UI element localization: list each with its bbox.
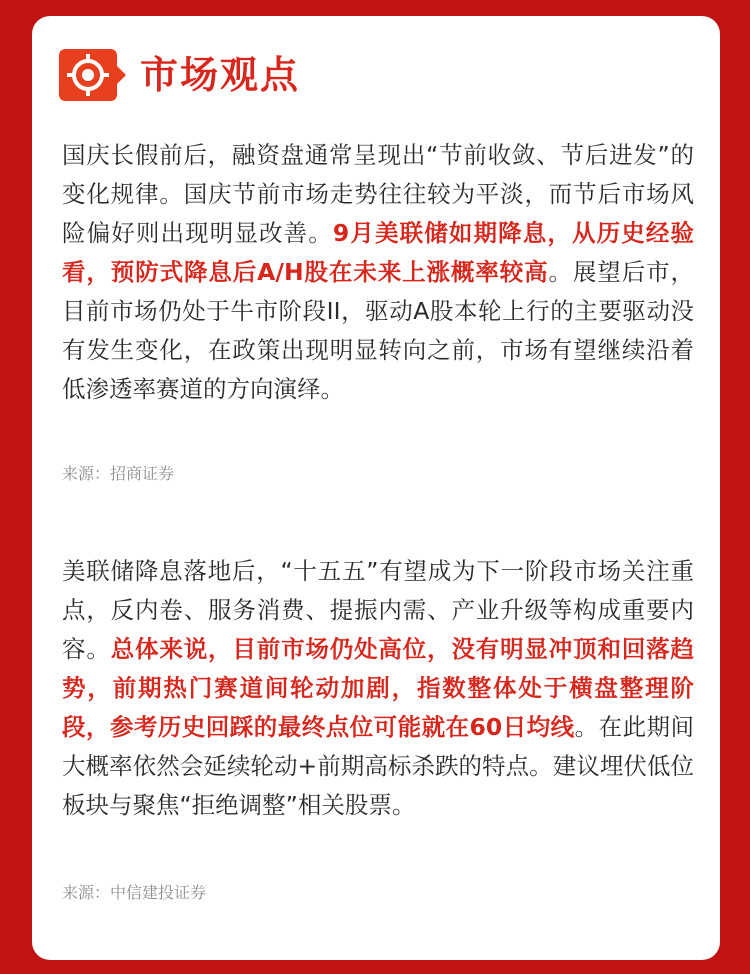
paragraph-text: 国庆长假前后，融资盘通常呈现出“节前收敛、节后进发”的变化规律。国庆节前市场走势往往较为平淡，而节后市场风险偏好则出现明显改善。 <box>62 141 694 247</box>
section-header <box>58 46 300 104</box>
target-icon <box>58 46 130 104</box>
source-label: 来源：招商证券 <box>62 464 175 483</box>
paragraph-2 <box>62 552 694 825</box>
paragraph-text: 。在此期间大概率依然会延续轮动+前期高标杀跌的特点。建议埋伏低位板块与聚焦“拒绝调整”相关股票。 <box>62 713 695 819</box>
section-title: 市场观点 <box>140 53 301 97</box>
paragraph-highlight: 9月美联储如期降息，从历史经验看，预防式降息后A/H股在未来上涨概率较高 <box>62 219 695 286</box>
paragraph-text: 美联储降息落地后，“十五五”有望成为下一阶段市场关注重点，反内卷、服务消费、提振内需、产业升级等构成重要内容。 <box>62 557 694 663</box>
paragraph-highlight: 总体来说，目前市场仍处高位，没有明显冲顶和回落趋势，前期热门赛道间轮动加剧，指数整体处于横盘整理阶段，参考历史回踩的最终点位可能就在60日均线 <box>62 635 695 741</box>
paragraph-1 <box>62 136 694 409</box>
paragraph-text: 。展望后市，目前市场仍处于牛市阶段II，驱动A股本轮上行的主要驱动没有发生变化，在政策出现明显转向之前，市场有望继续沿着低渗透率赛道的方向演绎。 <box>62 258 695 403</box>
content-card <box>32 16 720 960</box>
source-label: 来源：中信建投证券 <box>62 883 207 902</box>
